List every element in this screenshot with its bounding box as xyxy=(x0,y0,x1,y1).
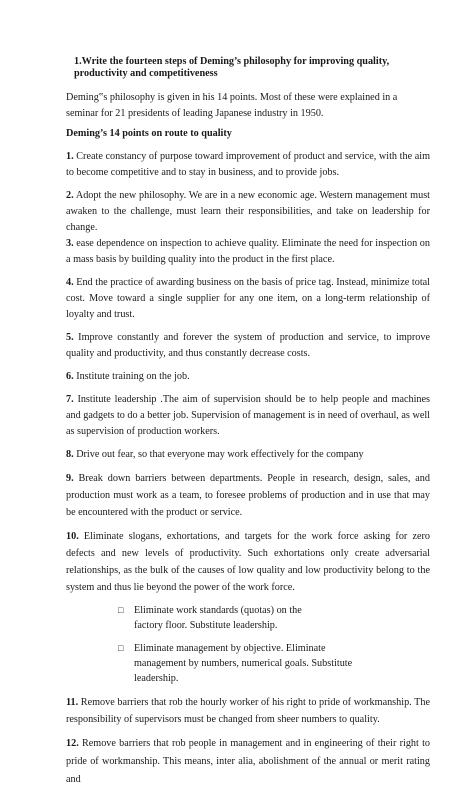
point-item xyxy=(66,392,430,440)
point-item xyxy=(66,330,430,362)
point-number: 12. xyxy=(66,737,79,749)
point-item xyxy=(66,236,430,268)
section-heading: Deming’s 14 points on route to quality xyxy=(66,127,232,139)
point-item xyxy=(66,188,430,236)
point-number: 9. xyxy=(66,472,74,484)
point-item xyxy=(66,735,430,789)
point-number: 5. xyxy=(66,331,74,343)
sub-point-text: Eliminate management by objective. Eliminate management by numbers, numerical goals. Substitute leadership. xyxy=(134,642,353,684)
point-text: Adopt the new philosophy. We are in a new economic age. Western management must awaken to the challenge, must learn their responsibilities, and take on leadership for change. xyxy=(66,189,430,233)
point-text: Drive out fear, so that everyone may work effectively for the company xyxy=(73,448,364,460)
point-item xyxy=(66,369,430,385)
intro-paragraph: Deming‟s philosophy is given in his 14 points. Most of these were explained in a seminar for 21 presidents of leading Japanese industry in 1950. xyxy=(66,91,398,119)
sub-points-list xyxy=(66,603,430,686)
point-item xyxy=(66,694,430,728)
question-title: 1.Write the fourteen steps of Deming’s philosophy for improving quality, productivity and competitiveness xyxy=(74,56,390,80)
point-text: Eliminate slogans, exhortations, and targets for the work force asking for zero defects and new levels of productivity. Such exhortations only create adversarial relationships, as the bulk of the causes of low quality and low productivity belong to the system and thus lie beyond the power of the work force. xyxy=(66,530,430,593)
point-text: Improve constantly and forever the system of production and service, to improve quality and productivity, and thus constantly decrease costs. xyxy=(66,331,430,359)
point-text: Create constancy of purpose toward improvement of product and service, with the aim to become competitive and to stay in business, and to provide jobs. xyxy=(66,150,430,178)
point-number: 2. xyxy=(66,189,74,201)
points-list-continued xyxy=(66,694,430,789)
sub-point-item xyxy=(118,603,430,633)
point-number: 1. xyxy=(66,150,74,162)
checkbox-bullet-icon: □ xyxy=(118,604,124,615)
point-text: Institute leadership .The aim of supervision should be to help people and machines and gadgets to do a better job. Supervision of management is in need of overhaul, as well as supervision of production workers. xyxy=(66,393,430,437)
point-item xyxy=(66,470,430,521)
sub-point-item xyxy=(118,641,430,686)
sub-point-text: Eliminate work standards (quotas) on the factory floor. Substitute leadership. xyxy=(134,604,302,631)
point-text: Remove barriers that rob people in management and in engineering of their right to pride of workmanship. This means, inter alia, abolishment of the annual or merit rating and xyxy=(66,737,430,785)
point-number: 11. xyxy=(66,696,79,708)
point-number: 6. xyxy=(66,370,74,382)
point-item xyxy=(66,528,430,596)
point-number: 3. xyxy=(66,237,74,249)
point-text: Break down barriers between departments. People in research, design, sales, and production must work as a team, to foresee problems of production and in use that may be encountered with the product or service. xyxy=(66,472,430,518)
checkbox-bullet-icon: □ xyxy=(118,642,124,653)
point-text: ease dependence on inspection to achieve quality. Eliminate the need for inspection on a mass basis by building quality into the product in the first place. xyxy=(66,237,430,265)
point-number: 4. xyxy=(66,276,74,288)
point-number: 8. xyxy=(66,448,74,460)
point-number: 7. xyxy=(66,393,74,405)
point-text: Remove barriers that rob the hourly worker of his right to pride of workmanship. The responsibility of supervisors must be changed from sheer numbers to quality. xyxy=(66,696,430,725)
point-item xyxy=(66,275,430,323)
point-text: Institute training on the job. xyxy=(73,370,190,382)
points-list xyxy=(66,149,430,596)
point-item xyxy=(66,447,430,463)
point-text: End the practice of awarding business on the basis of price tag. Instead, minimize total cost. Move toward a single supplier for any one item, on a long-term relationship of loyalty and trust. xyxy=(66,276,430,320)
point-number: 10. xyxy=(66,530,79,542)
point-item xyxy=(66,149,430,181)
